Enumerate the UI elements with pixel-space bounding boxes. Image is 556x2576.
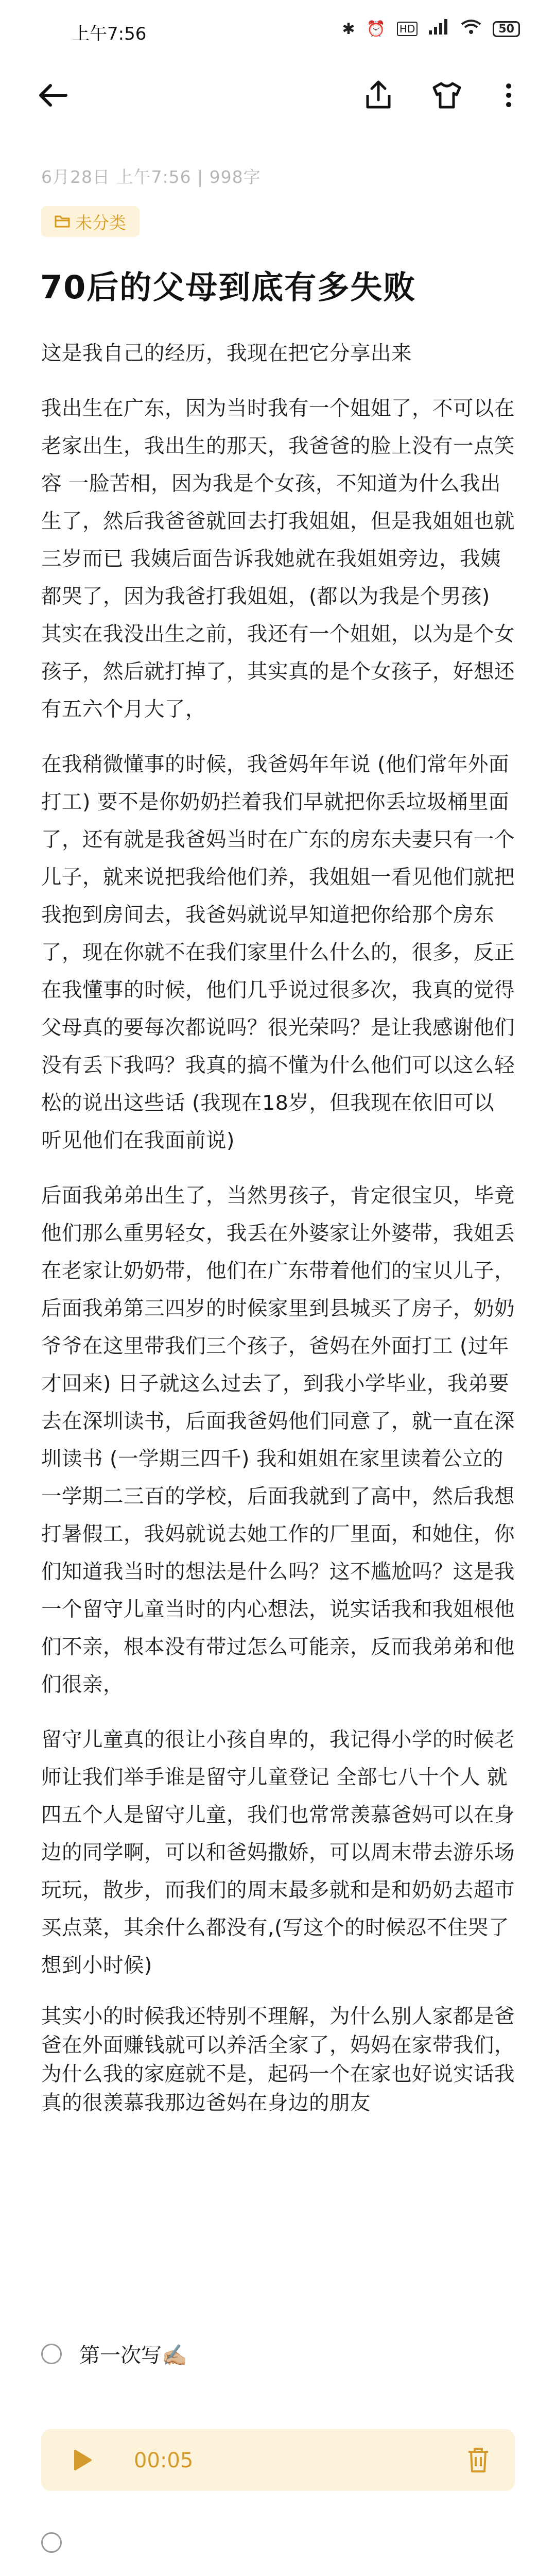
- battery-icon: 50: [493, 21, 520, 37]
- play-icon[interactable]: [72, 2449, 93, 2473]
- alarm-icon: ⏰: [366, 20, 386, 38]
- checkbox[interactable]: [41, 2532, 62, 2553]
- audio-duration: 00:05: [134, 2449, 194, 2472]
- paragraph: 这是我自己的经历，我现在把它分享出来: [41, 342, 412, 365]
- tshirt-icon[interactable]: [429, 77, 465, 113]
- category-label: 未分类: [75, 212, 126, 233]
- trash-icon[interactable]: [466, 2447, 490, 2476]
- checklist-item: [41, 2532, 79, 2553]
- status-time: 上午7:56: [72, 24, 147, 44]
- toolbar: [0, 62, 556, 129]
- note-title[interactable]: 70后的父母到底有多失败: [40, 268, 416, 306]
- checkbox[interactable]: [41, 2344, 62, 2364]
- back-arrow-icon[interactable]: [35, 77, 76, 113]
- status-bar: [0, 0, 556, 57]
- more-vertical-icon[interactable]: [498, 77, 534, 113]
- note-body[interactable]: [41, 335, 515, 2135]
- paragraph: 在我稍微懂事的时候，我爸妈年年说 (他们常年外面打工) 要不是你奶奶拦着我们早就把你丢垃圾桶里面了，还有就是我爸妈当时在广东的房东夫妻只有一个儿子，就来说把我给他们养，我姐姐一看见他们就把我抱到房间去，我爸妈就说早知道把你给那个房东了，现在你就不在我们家里什么什么的，很多，反正在我懂事的时候，他们几乎说过很多次，我真的觉得父母真的要每次都说吗？很光荣吗？是让我感谢他们没有丢下我吗？我真的搞不懂为什么他们可以这么轻松的说出这些话 (我现在18岁，但我现在依旧可以听见他们在我面前说): [41, 753, 515, 1153]
- paragraph: 其实小的时候我还特别不理解，为什么别人家都是爸爸在外面赚钱就可以养活全家了，妈妈在家带我们，为什么我的家庭就不是，起码一个在家也好说实话我真的很羡慕我那边爸妈在身边的朋友: [41, 2005, 515, 2115]
- signal-icon: [429, 19, 449, 39]
- folder-icon: [55, 212, 70, 232]
- paragraph: 我出生在广东，因为当时我有一个姐姐了，不可以在老家出生，我出生的那天，我爸爸的脸上没有一点笑容 一脸苦相，因为我是个女孩，不知道为什么我出生了，然后我爸爸就回去打我姐姐，但是我姐姐也就三岁而已 我姨后面告诉我她就在我姐姐旁边，我姨都哭了，因为我爸打我姐姐，(都以为我是个男孩) 其实在我没出生之前，我还有一个姐姐，以为是个女孩子，然后就打掉了，其实真的是个女孩子，好想还有五六个月大了，: [41, 397, 515, 721]
- paragraph: 留守儿童真的很让小孩自卑的，我记得小学的时候老师让我们举手谁是留守儿童登记 全部七八十个人 就四五个人是留守儿童，我们也常常羡慕爸妈可以在身边的同学啊，可以和爸妈撒娇，可以周末带去游乐场玩玩，散步，而我们的周末最多就和是和奶奶去超市买点菜，其余什么都没有,(写这个的时候忍不住哭了 想到小时候): [41, 1728, 516, 1977]
- category-badge[interactable]: [41, 206, 140, 237]
- note-meta: 6月28日 上午7:56 | 998字: [41, 167, 261, 187]
- checklist-label: 第一次写✍🏼: [79, 2344, 187, 2367]
- checklist-item: [41, 2339, 187, 2368]
- status-icons: [342, 19, 520, 39]
- paragraph: 后面我弟弟出生了，当然男孩子，肯定很宝贝，毕竟他们那么重男轻女，我丢在外婆家让外婆带，我姐丢在老家让奶奶带，他们在广东带着他们的宝贝儿子，后面我弟第三四岁的时候家里到县城买了房子，奶奶爷爷在这里带我们三个孩子，爸妈在外面打工 (过年才回来) 日子就这么过去了，到我小学毕业，我弟要去在深圳读书，后面我爸妈他们同意了，就一直在深圳读书 (一学期三四千) 我和姐姐在家里读着公立的一学期二三百的学校，后面我就到了高中，然后我想打暑假工，我妈就说去她工作的厂里面，和她住，你们知道我当时的想法是什么吗？这不尴尬吗？这是我一个留守儿童当时的内心想法，说实话我和我姐根他们不亲，根本没有带过怎么可能亲，反而我弟弟和他们很亲，: [41, 1184, 515, 1697]
- hd-icon: HD: [397, 22, 418, 36]
- audio-player: [41, 2429, 515, 2491]
- wifi-icon: [461, 19, 481, 39]
- share-icon[interactable]: [360, 77, 396, 113]
- bluetooth-icon: ✱: [342, 20, 355, 38]
